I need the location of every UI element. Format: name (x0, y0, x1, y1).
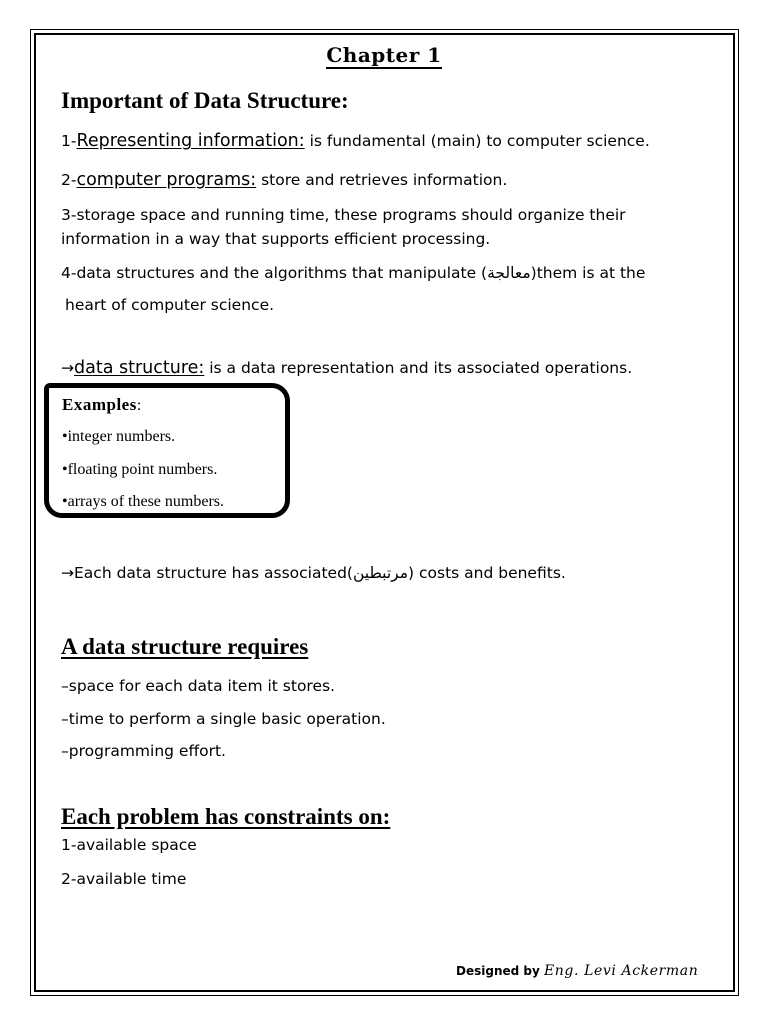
footer-credit (456, 963, 698, 979)
example-item: •arrays of these numbers. (62, 493, 224, 510)
chapter-title-text: Chapter 1 (326, 43, 442, 67)
item-computer-programs (61, 170, 507, 190)
item-text: is fundamental (main) to computer science. (304, 132, 650, 150)
section-heading-constraints: Each problem has constraints on: (61, 804, 391, 829)
arrow-icon: → (61, 359, 74, 377)
definition-term: data structure: (74, 358, 205, 378)
definition-text: is a data representation and its associated operations. (204, 359, 633, 377)
examples-title-colon: : (136, 397, 142, 414)
requirement-item: –space for each data item it stores. (61, 677, 335, 695)
item-prefix: 2- (61, 171, 77, 189)
requirement-item: –time to perform a single basic operation. (61, 710, 386, 728)
examples-title (62, 395, 141, 415)
item-term: computer programs: (76, 170, 257, 190)
section-heading-importance: Important of Data Structure: (61, 88, 349, 113)
constraint-item: 1-available space (61, 836, 197, 854)
footer-label: Designed by (456, 964, 544, 978)
item-representing-information (61, 131, 650, 151)
item-term: Representing information: (76, 131, 305, 151)
item-data-structures-line1: 4-data structures and the algorithms that manipulate (معالجة)them is at the (61, 264, 646, 282)
arrow-icon: → (61, 564, 74, 582)
item-storage-line2: information in a way that supports efficient processing. (61, 230, 491, 248)
constraint-item: 2-available time (61, 870, 187, 888)
item-data-structures-line2: heart of computer science. (65, 296, 275, 314)
definition-data-structure (61, 358, 632, 378)
footer-author: Eng. Levi Ackerman (543, 963, 699, 979)
item-prefix: 1- (61, 132, 77, 150)
requirement-item: –programming effort. (61, 742, 226, 760)
examples-title-text: Examples (62, 395, 137, 414)
section-heading-requires: A data structure requires (61, 634, 309, 659)
item-storage-line1: 3-storage space and running time, these programs should organize their (61, 206, 626, 224)
chapter-title (0, 43, 768, 67)
costs-benefits-text: Each data structure has associated(مرتبطين) costs and benefits. (74, 564, 566, 582)
costs-benefits-line (61, 563, 566, 583)
item-text: store and retrieves information. (256, 171, 508, 189)
example-item: •integer numbers. (62, 428, 176, 445)
example-item: •floating point numbers. (62, 461, 218, 478)
